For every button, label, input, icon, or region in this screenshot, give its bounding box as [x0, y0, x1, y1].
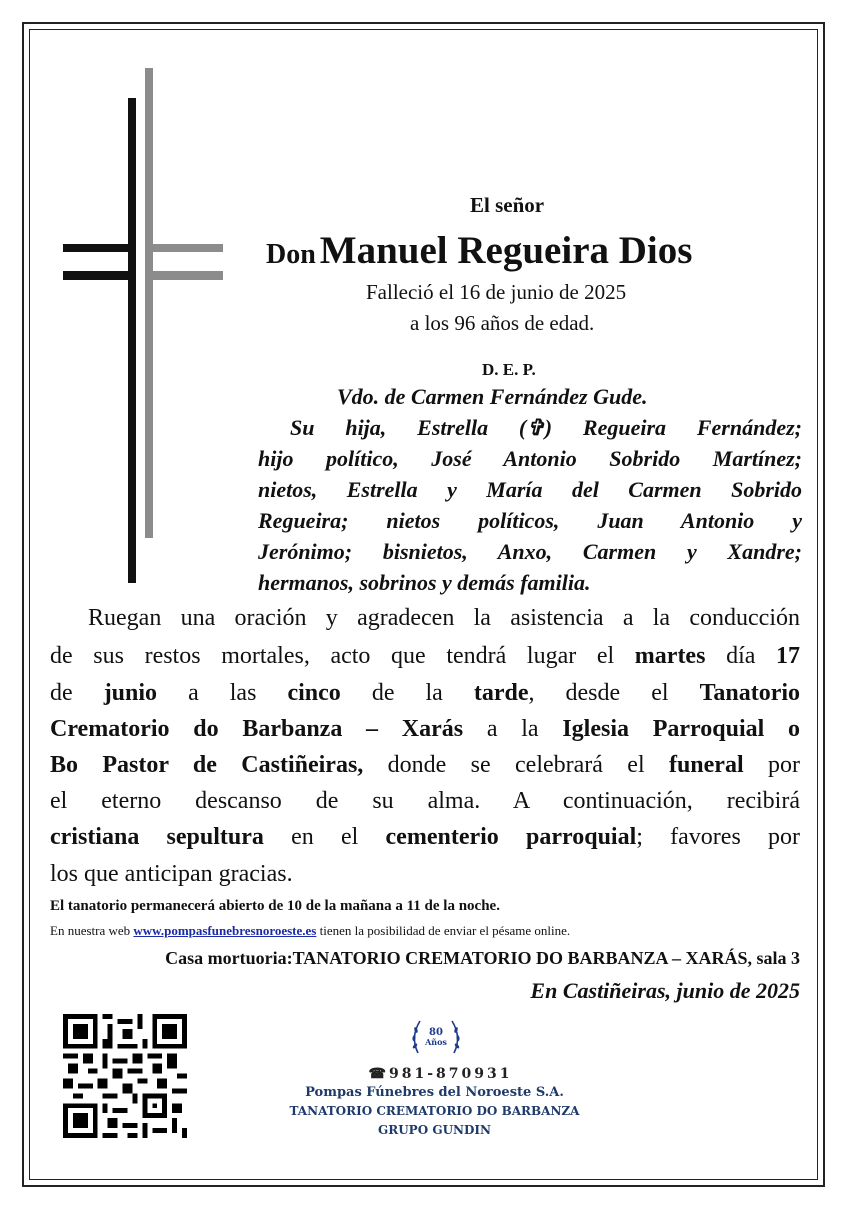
title-prefix: El señor — [470, 193, 545, 217]
phone-number: ☎981-870931 — [368, 1066, 513, 1082]
company-name: Pompas Fúnebres del Noroeste S.A. — [305, 1085, 564, 1100]
age: a los 96 años de edad. — [410, 311, 595, 335]
rip-label: D. E. P. — [482, 360, 536, 379]
body-line: Bo Pastor de Castiñeiras, donde se celebrará el funeral por — [50, 752, 800, 778]
web-note: En nuestra web www.pompasfunebresnoroeste.es tienen la posibilidad de enviar el pésame online. — [50, 923, 571, 938]
full-name: Manuel Regueira Dios — [319, 229, 693, 272]
casa-mortuoria: Casa mortuoria:TANATORIO CREMATORIO DO BARBANZA – XARÁS, sala 3 — [165, 948, 800, 968]
svg-text:80: 80 — [429, 1027, 443, 1038]
deceased-name — [266, 228, 692, 273]
family-line: hijo político, José Antonio Sobrido Martínez; — [258, 446, 802, 471]
family-line: hermanos, sobrinos y demás familia. — [258, 570, 591, 595]
honorific: Don — [266, 239, 316, 270]
body-line: de junio a las cinco de la tarde, desde el Tanatorio — [50, 680, 801, 706]
family-line: nietos, Estrella y María del Carmen Sobrido — [258, 477, 802, 502]
place-date: En Castiñeiras, junio de 2025 — [530, 978, 800, 1003]
svg-text:Años: Años — [425, 1037, 447, 1047]
website-link[interactable]: www.pompasfunebresnoroeste.es — [133, 923, 317, 938]
body-line: cristiana sepultura en el cementerio parroquial; favores por — [50, 824, 800, 850]
death-date: Falleció el 16 de junio de 2025 — [366, 280, 627, 304]
family-line: Su hija, Estrella (✞) Regueira Fernández; — [290, 415, 802, 440]
group-name: GRUPO GUNDIN — [377, 1123, 491, 1137]
body-line: Ruegan una oración y agradecen la asistencia a la conducción — [88, 605, 800, 631]
family-line: Regueira; nietos políticos, Juan Antonio y — [258, 508, 802, 533]
widower-line: Vdo. de Carmen Fernández Gude. — [337, 384, 648, 409]
body-line: de sus restos mortales, acto que tendrá lugar el martes día 17 — [50, 643, 801, 669]
family-line: Jerónimo; bisnietos, Anxo, Carmen y Xandre; — [258, 539, 802, 564]
phone-icon: ☎ — [368, 1066, 389, 1082]
body-line: Crematorio do Barbanza – Xarás a la Iglesia Parroquial o — [50, 716, 801, 742]
body-line: el eterno descanso de su alma. A continuación, recibirá — [50, 788, 800, 814]
anniversary-badge-icon — [408, 1013, 464, 1061]
body-line: los que anticipan gracias. — [50, 861, 293, 887]
cross-icon — [60, 68, 225, 583]
tanatorio-name: TANATORIO CREMATORIO DO BARBANZA — [289, 1104, 580, 1118]
tanatorio-hours: El tanatorio permanecerá abierto de 10 de la mañana a 11 de la noche. — [50, 898, 500, 914]
